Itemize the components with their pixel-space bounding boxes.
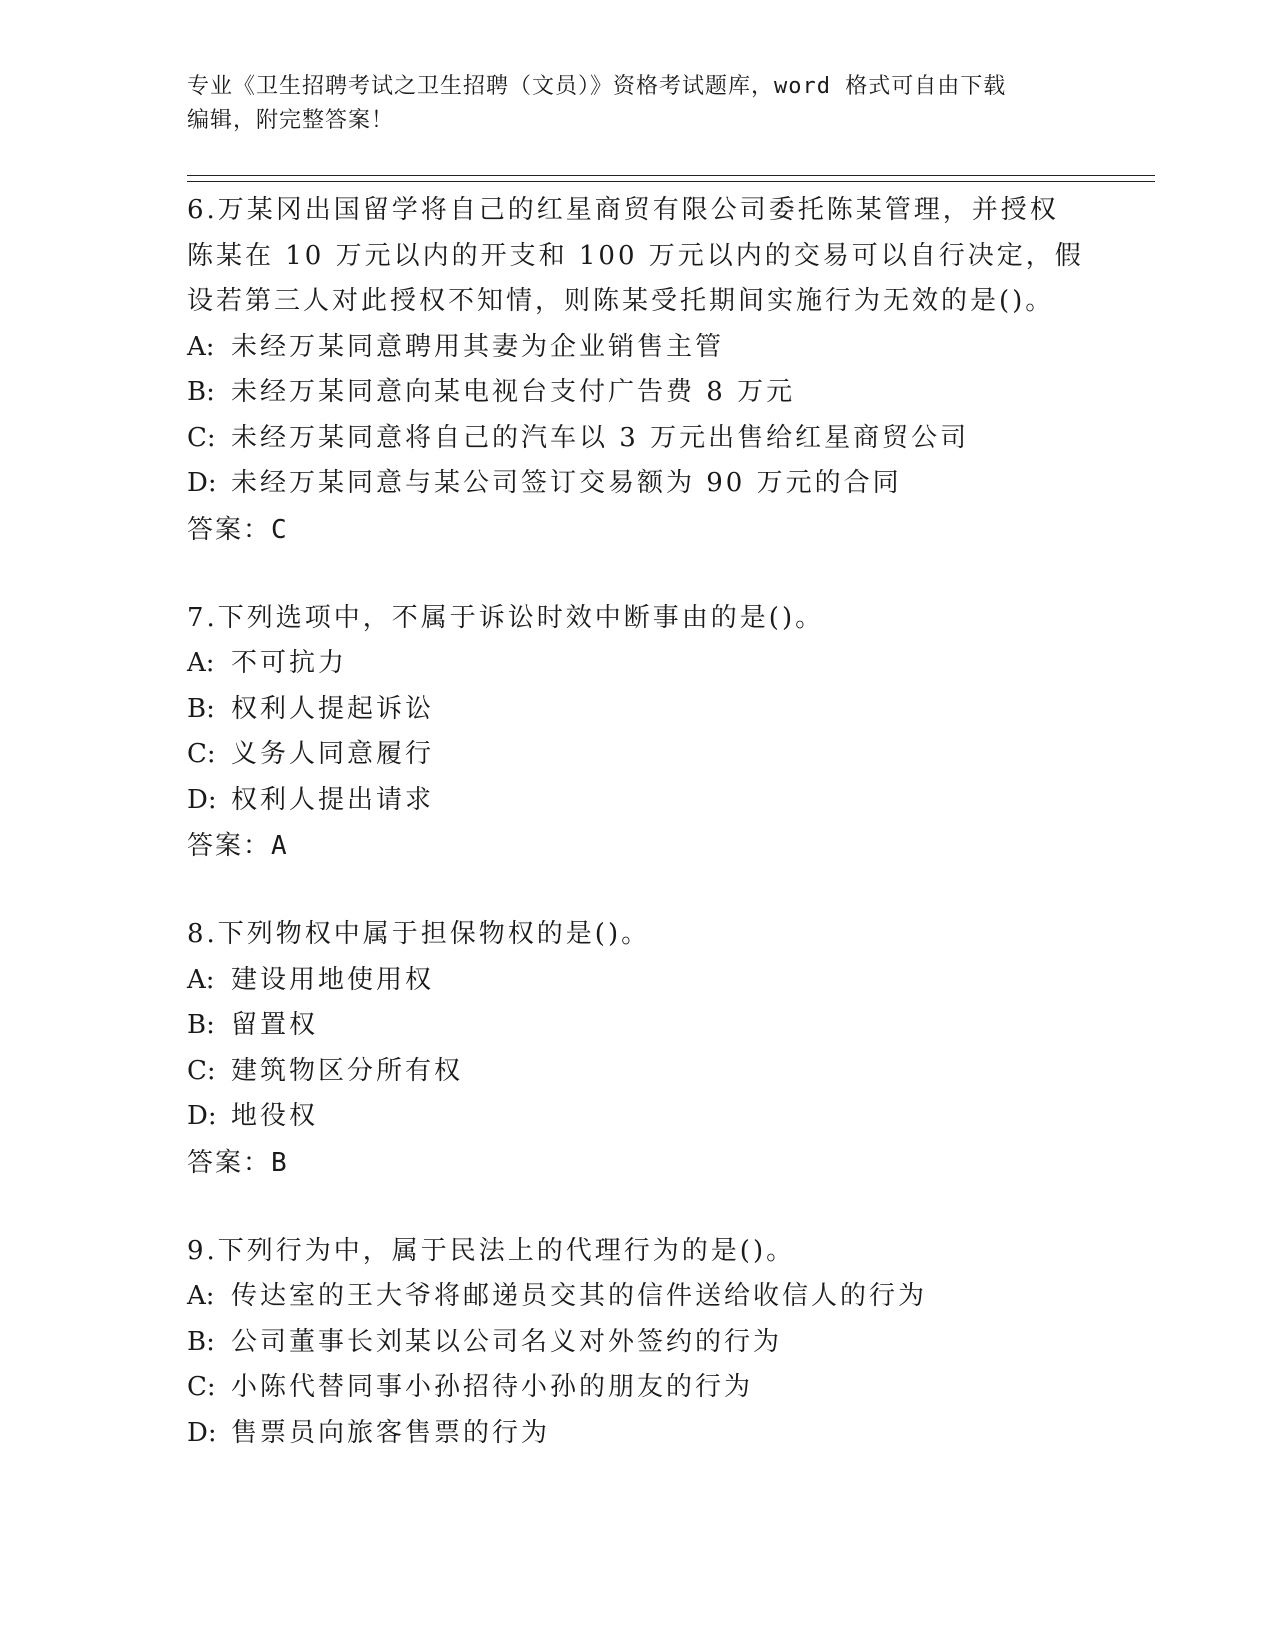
header-rule-top: [187, 175, 1155, 176]
option-text: 权利人提起诉讼: [231, 693, 435, 724]
option-letter: D:: [187, 1101, 217, 1131]
option-b: [187, 1003, 1087, 1049]
option-d: [187, 1411, 1087, 1457]
answer-line: 答案：B: [187, 1147, 289, 1178]
option-text: 建设用地使用权: [231, 964, 435, 995]
option-letter: B:: [187, 1326, 215, 1357]
header-line-1: 专业《卫生招聘考试之卫生招聘（文员）》资格考试题库，word 格式可自由下载: [187, 74, 1007, 99]
option-b: [187, 1320, 1087, 1366]
option-c: [187, 1365, 1087, 1411]
option-letter: A:: [187, 1281, 215, 1311]
option-b: [187, 370, 1087, 416]
option-c: [187, 1049, 1087, 1095]
option-letter: C:: [187, 1055, 216, 1086]
option-text: 地役权: [231, 1101, 319, 1131]
option-text: 权利人提出请求: [231, 784, 435, 815]
option-letter: A:: [187, 964, 215, 995]
option-letter: D:: [187, 784, 217, 815]
option-text: 未经万某同意向某电视台支付广告费 8 万元: [231, 377, 796, 407]
option-letter: A:: [187, 331, 215, 362]
option-text: 留置权: [231, 1010, 319, 1040]
option-letter: C:: [187, 1372, 216, 1402]
option-text: 义务人同意履行: [231, 739, 435, 769]
option-letter: B:: [187, 693, 215, 724]
option-d: [187, 778, 1087, 824]
option-c: [187, 416, 1087, 462]
option-d: [187, 1094, 1087, 1140]
option-text: 建筑物区分所有权: [231, 1055, 464, 1086]
option-text: 售票员向旅客售票的行为: [231, 1417, 551, 1448]
option-text: 未经万某同意聘用其妻为企业销售主管: [231, 331, 725, 362]
option-c: [187, 732, 1087, 778]
option-letter: C:: [187, 422, 216, 453]
question-stem: 8.下列物权中属于担保物权的是()。: [187, 919, 651, 949]
option-text: 未经万某同意与某公司签订交易额为 90 万元的合同: [231, 468, 902, 498]
question-8: [187, 912, 1087, 1186]
option-b: [187, 687, 1087, 733]
question-7: [187, 596, 1087, 870]
document-header: [187, 70, 1087, 138]
option-letter: B:: [187, 377, 215, 407]
header-rule-bottom: [187, 181, 1155, 182]
question-list: [187, 188, 1087, 1499]
option-text: 不可抗力: [231, 648, 348, 678]
question-6: [187, 188, 1087, 553]
option-letter: D:: [187, 1417, 217, 1448]
option-a: [187, 325, 1087, 371]
option-text: 小陈代替同事小孙招待小孙的朋友的行为: [231, 1372, 754, 1402]
option-letter: D:: [187, 468, 217, 498]
option-d: [187, 461, 1087, 507]
option-letter: A:: [187, 648, 215, 678]
option-a: [187, 641, 1087, 687]
question-9: [187, 1229, 1087, 1457]
option-a: [187, 958, 1087, 1004]
question-stem: 9.下列行为中，属于民法上的代理行为的是()。: [187, 1235, 796, 1266]
option-text: 未经万某同意将自己的汽车以 3 万元出售给红星商贸公司: [231, 422, 970, 453]
question-stem: 6.万某冈出国留学将自己的红星商贸有限公司委托陈某管理，并授权陈某在 10 万元以内的开支和 100 万元以内的交易可以自行决定，假设若第三人对此授权不知情，则陈某受托期间实施行为无效的是()。: [187, 195, 1084, 316]
answer-line: 答案：C: [187, 514, 289, 545]
question-stem: 7.下列选项中，不属于诉讼时效中断事由的是()。: [187, 602, 825, 633]
option-text: 公司董事长刘某以公司名义对外签约的行为: [231, 1326, 783, 1357]
option-a: [187, 1274, 1087, 1320]
option-text: 传达室的王大爷将邮递员交其的信件送给收信人的行为: [231, 1281, 928, 1311]
option-letter: B:: [187, 1010, 215, 1040]
answer-line: 答案：A: [187, 831, 289, 861]
header-line-2: 编辑，附完整答案！: [187, 108, 395, 133]
option-letter: C:: [187, 739, 216, 769]
